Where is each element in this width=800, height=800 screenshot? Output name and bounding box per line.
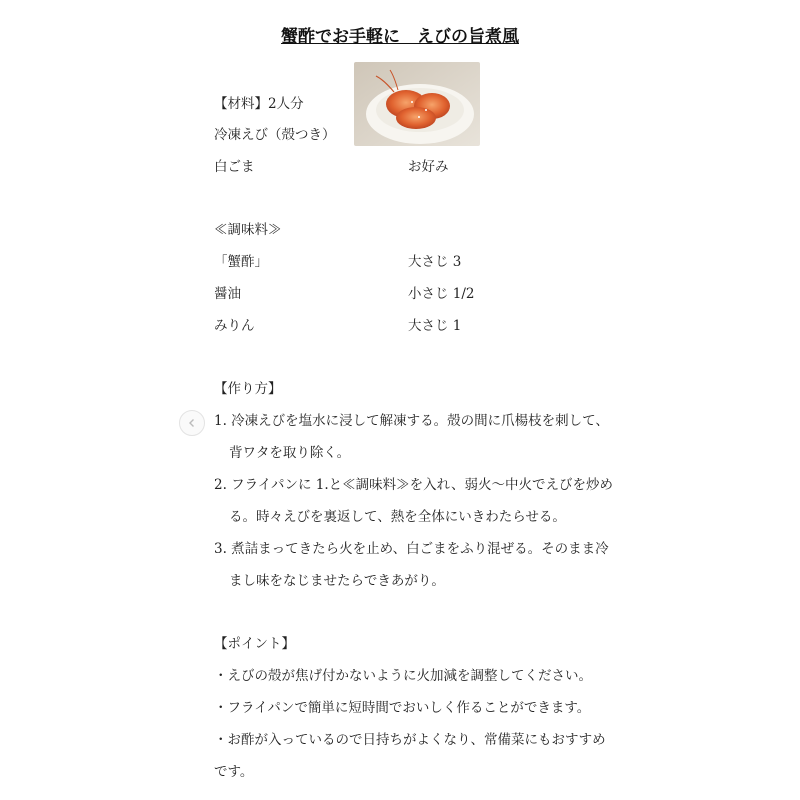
ingredient-name: 白ごま [214,159,255,175]
method-header: 【作り方】 [214,381,282,397]
seasoning-name: みりん [214,318,255,334]
method-step: 2. フライパンに 1.と≪調味料≫を入れ、弱火～中火でえびを炒め [214,477,613,493]
method-step-cont: 背ワタを取り除く。 [229,445,351,461]
seasoning-name: 醤油 [214,286,241,302]
seasoning-name: 「蟹酢」 [214,254,268,270]
page-title: 蟹酢でお手軽に えびの旨煮風 [281,27,519,47]
ingredients-header: 【材料】2人分 [214,96,304,112]
method-step-cont: る。時々えびを裏返して、熱を全体にいきわたらせる。 [229,509,566,525]
dish-photo [354,62,480,146]
point-item: です。 [214,764,254,780]
prev-button[interactable] [179,410,205,436]
seasoning-amount: 大さじ 3 [408,254,462,270]
points-header: 【ポイント】 [214,636,295,652]
point-item: ・えびの殻が焦げ付かないように火加減を調整してください。 [214,668,592,684]
method-step: 3. 煮詰まってきたら火を止め、白ごまをふり混ぜる。そのまま冷 [214,541,609,557]
ingredient-name: 冷凍えび（殻つき） [214,127,336,143]
seasoning-header: ≪調味料≫ [214,222,282,238]
method-step: 1. 冷凍えびを塩水に浸して解凍する。殻の間に爪楊枝を刺して、 [214,413,609,429]
point-item: ・お酢が入っているので日持ちがよくなり、常備菜にもおすすめ [214,732,606,748]
seasoning-amount: 小さじ 1/2 [408,286,475,302]
chevron-left-icon [187,418,197,428]
ingredient-amount: お好み [408,159,449,175]
seasoning-amount: 大さじ 1 [408,318,462,334]
point-item: ・フライパンで簡単に短時間でおいしく作ることができます。 [214,700,591,716]
method-step-cont: まし味をなじませたらできあがり。 [229,573,445,589]
